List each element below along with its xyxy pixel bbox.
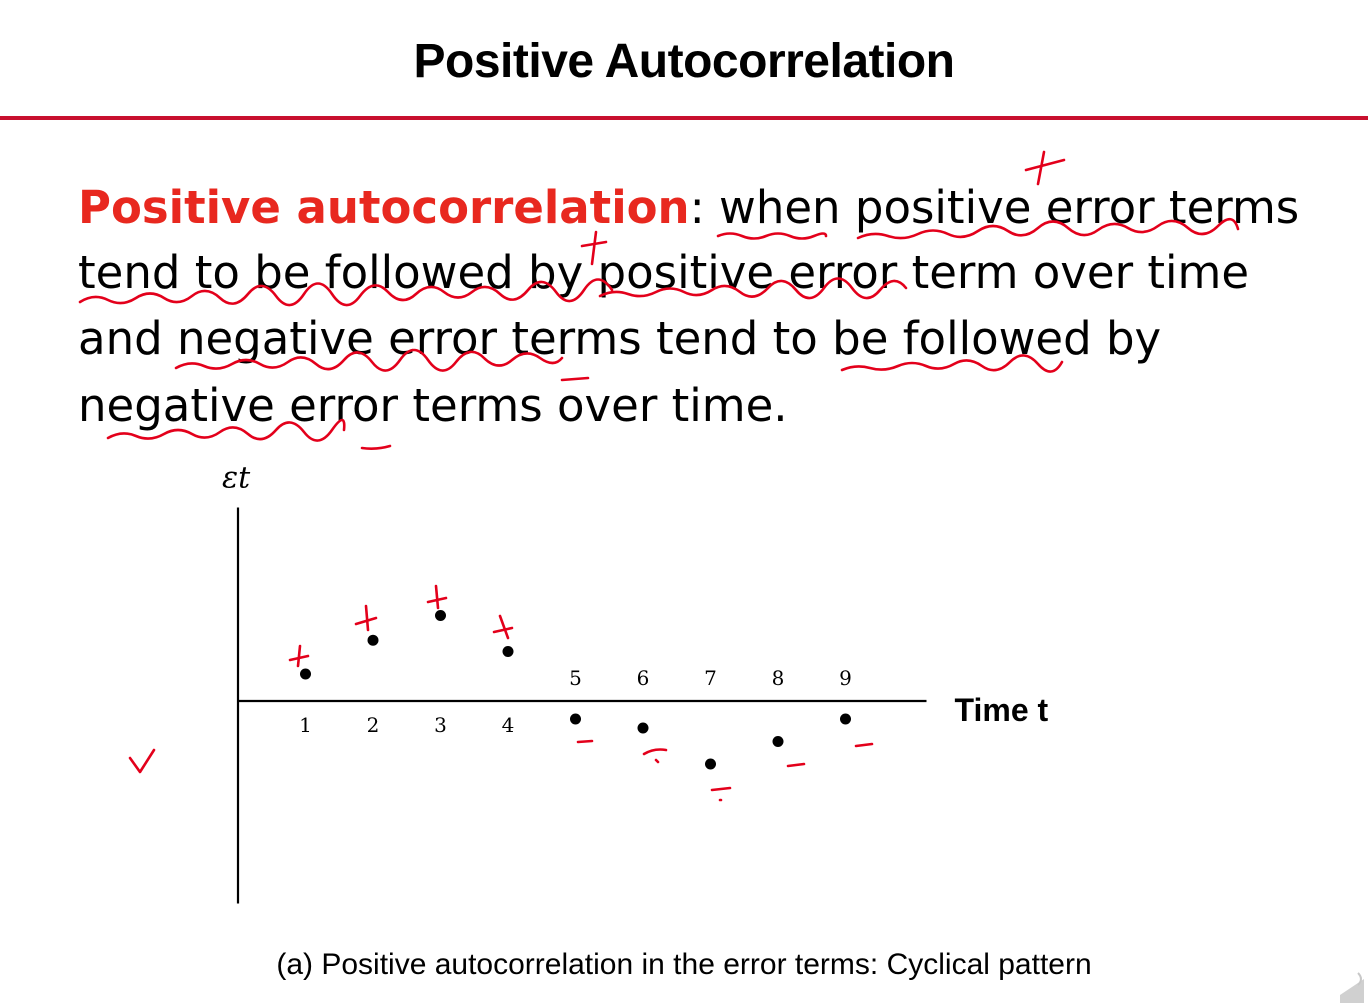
data-point-7	[705, 759, 716, 770]
data-point-3	[435, 610, 446, 621]
data-point-1	[300, 669, 311, 680]
tick-label-1: 1	[299, 713, 312, 737]
figure-caption: (a) Positive autocorrelation in the error terms: Cyclical pattern	[276, 948, 1092, 981]
data-point-6	[638, 723, 649, 734]
tick-label-8: 8	[771, 666, 785, 690]
slide-title: Positive Autocorrelation	[413, 35, 955, 88]
definition-line-1-text: : when positive error terms	[689, 181, 1300, 234]
tick-label-6: 6	[636, 666, 650, 690]
definition-term: Positive autocorrelation	[78, 181, 690, 234]
data-point-8	[773, 736, 784, 747]
tick-label-7: 7	[704, 666, 717, 690]
definition-line-2: tend to be followed by positive error term over time	[78, 246, 1250, 299]
tick-label-2: 2	[366, 713, 380, 737]
y-axis-label: εt	[222, 460, 251, 496]
data-point-9	[840, 714, 851, 725]
data-point-5	[570, 714, 581, 725]
x-axis-label: Time t	[954, 692, 1049, 728]
tick-label-3: 3	[434, 713, 447, 737]
tick-label-9: 9	[839, 666, 852, 690]
definition-line-4: negative error terms over time.	[78, 379, 788, 432]
definition-line-3: and negative error terms tend to be followed by	[78, 312, 1162, 365]
data-point-2	[368, 635, 379, 646]
tick-label-5: 5	[569, 666, 582, 690]
data-point-4	[503, 646, 514, 657]
tick-label-4: 4	[501, 713, 515, 737]
speaker-icon[interactable]	[1334, 969, 1368, 1003]
